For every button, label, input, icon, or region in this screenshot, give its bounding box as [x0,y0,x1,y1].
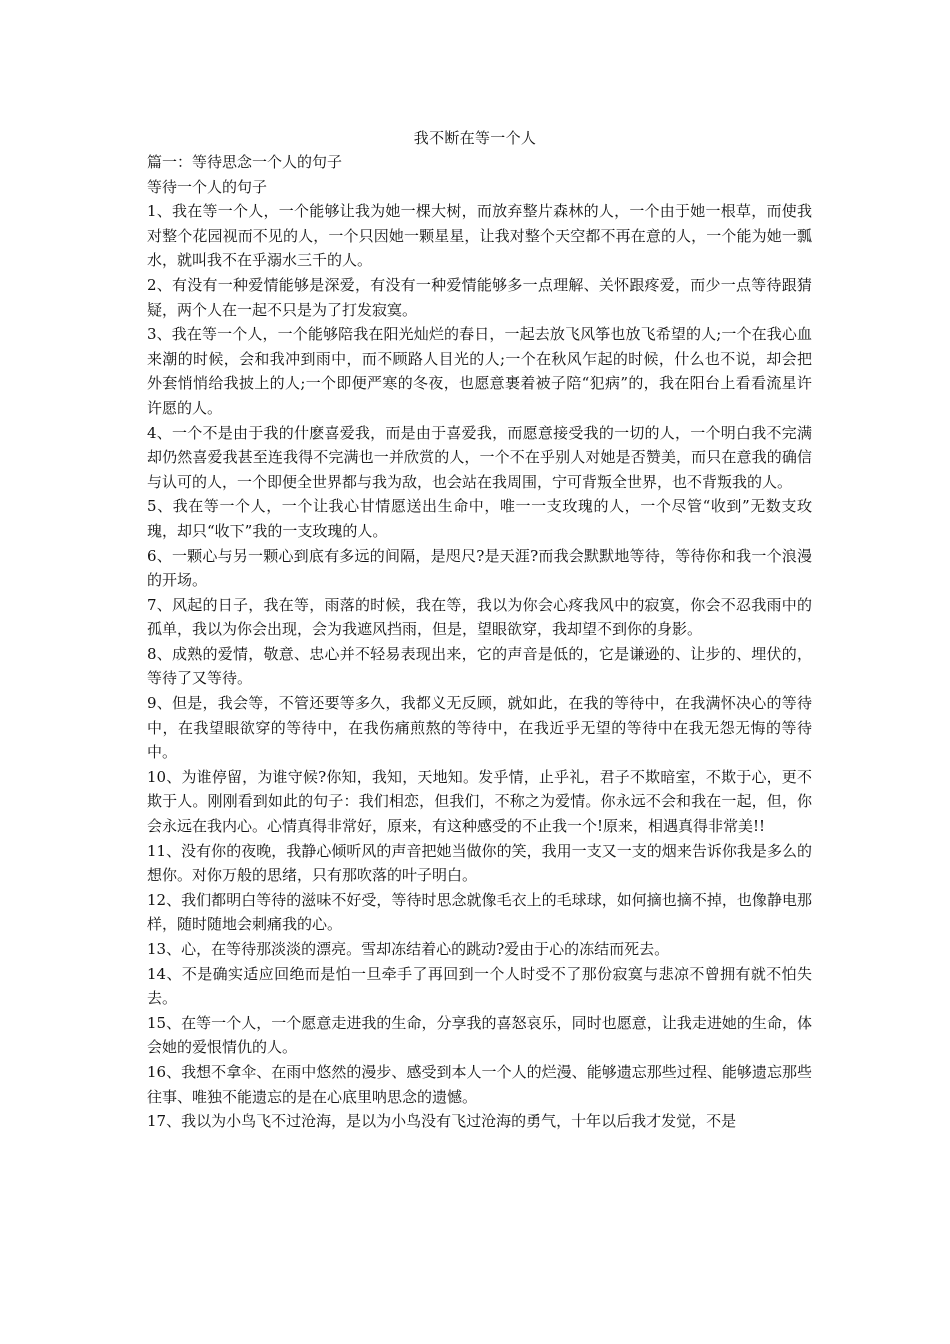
paragraph-6: 6、一颗心与另一颗心到底有多远的间隔，是咫尺?是天涯?而我会默默地等待，等待你和我一个浪漫的开场。 [147,546,812,590]
paragraph-1: 1、我在等一个人，一个能够让我为她一棵大树，而放弃整片森林的人，一个由于她一根草，而使我对整个花园视而不见的人，一个只因她一颗星星，让我对整个天空都不再在意的人，一个能为她一瓢水，就叫我不在乎溺水三千的人。 [147,202,812,270]
paragraph-9: 9、但是，我会等，不管还要等多久，我都义无反顾，就如此，在我的等待中，在我满怀决心的等待中，在我望眼欲穿的等待中，在我伤痛煎熬的等待中，在我近乎无望的等待中在我无怨无悔的等待中。 [147,694,812,762]
document-body [144,150,812,1134]
section-heading: 篇一：等待思念一个人的句子 [147,153,343,171]
paragraph-11: 11、没有你的夜晚，我静心倾听风的声音把她当做你的笑，我用一支又一支的烟来告诉你我是多么的想你。对你万般的思绪，只有那吹落的叶子明白。 [147,841,812,885]
paragraph-12: 12、我们都明白等待的滋味不好受，等待时思念就像毛衣上的毛球球，如何摘也摘不掉，也像静电那样，随时随地会刺痛我的心。 [147,890,812,934]
document-title: 我不断在等一个人 [413,129,537,147]
paragraph-8: 8、成熟的爱情，敬意、忠心并不轻易表现出来，它的声音是低的，它是谦逊的、让步的、埋伏的，等待了又等待。 [147,644,812,688]
paragraph-14: 14、不是确实适应回绝而是怕一旦牵手了再回到一个人时受不了那份寂寞与悲凉不曾拥有就不怕失去。 [147,964,812,1008]
paragraph-7: 7、风起的日子，我在等，雨落的时候，我在等，我以为你会心疼我风中的寂寞，你会不忍我雨中的孤单，我以为你会出现，会为我遮风挡雨，但是，望眼欲穿，我却望不到你的身影。 [147,595,812,639]
paragraph-15: 15、在等一个人，一个愿意走进我的生命，分享我的喜怒哀乐，同时也愿意，让我走进她的生命，体会她的爱恨情仇的人。 [147,1013,812,1057]
paragraph-10: 10、为谁停留，为谁守候?你知，我知，天地知。发乎情，止乎礼，君子不欺暗室，不欺于心，更不欺于人。刚刚看到如此的句子：我们相恋，但我们，不称之为爱情。你永远不会和我在一起，但，你会永远在我内心。心情真得非常好，原来，有这种感受的不止我一个!原来，相遇真得非常美!! [147,767,812,836]
paragraph-16: 16、我想不拿伞、在雨中悠然的漫步、感受到本人一个人的烂漫、能够遗忘那些过程、能够遗忘那些往事、唯独不能遗忘的是在心底里呐思念的遗憾。 [147,1062,812,1106]
paragraph-3: 3、我在等一个人，一个能够陪我在阳光灿烂的春日，一起去放飞风筝也放飞希望的人;一个在我心血来潮的时候，会和我冲到雨中，而不顾路人目光的人;一个在秋风乍起的时候，什么也不说，却会把外套悄悄给我披上的人;一个即便严寒的冬夜，也愿意裹着被子陪“犯病”的，我在阳台上看看流星许许愿的人。 [147,325,812,417]
paragraph-4: 4、一个不是由于我的什麽喜爱我，而是由于喜爱我，而愿意接受我的一切的人，一个明白我不完满却仍然喜爱我甚至连我得不完满也一并欣赏的人，一个不在乎别人对她是否赞美，而只在意我的确信与认可的人，一个即便全世界都与我为敌，也会站在我周围，宁可背叛全世界，也不背叛我的人。 [147,423,812,491]
paragraph-5: 5、我在等一个人，一个让我心甘情愿送出生命中，唯一一支玫瑰的人，一个尽管“收到”无数支玫瑰，却只“收下”我的一支玫瑰的人。 [147,497,812,540]
paragraph-2: 2、有没有一种爱情能够是深爱，有没有一种爱情能够多一点理解、关怀跟疼爱，而少一点等待跟猜疑，两个人在一起不只是为了打发寂寞。 [147,275,812,319]
paragraph-17: 17、我以为小鸟飞不过沧海，是以为小鸟没有飞过沧海的勇气，十年以后我才发觉，不是 [147,1112,737,1131]
paragraph-13: 13、心，在等待那淡淡的漂亮。雪却冻结着心的跳动?爱由于心的冻结而死去。 [147,940,670,958]
sub-heading: 等待一个人的句子 [147,177,268,196]
